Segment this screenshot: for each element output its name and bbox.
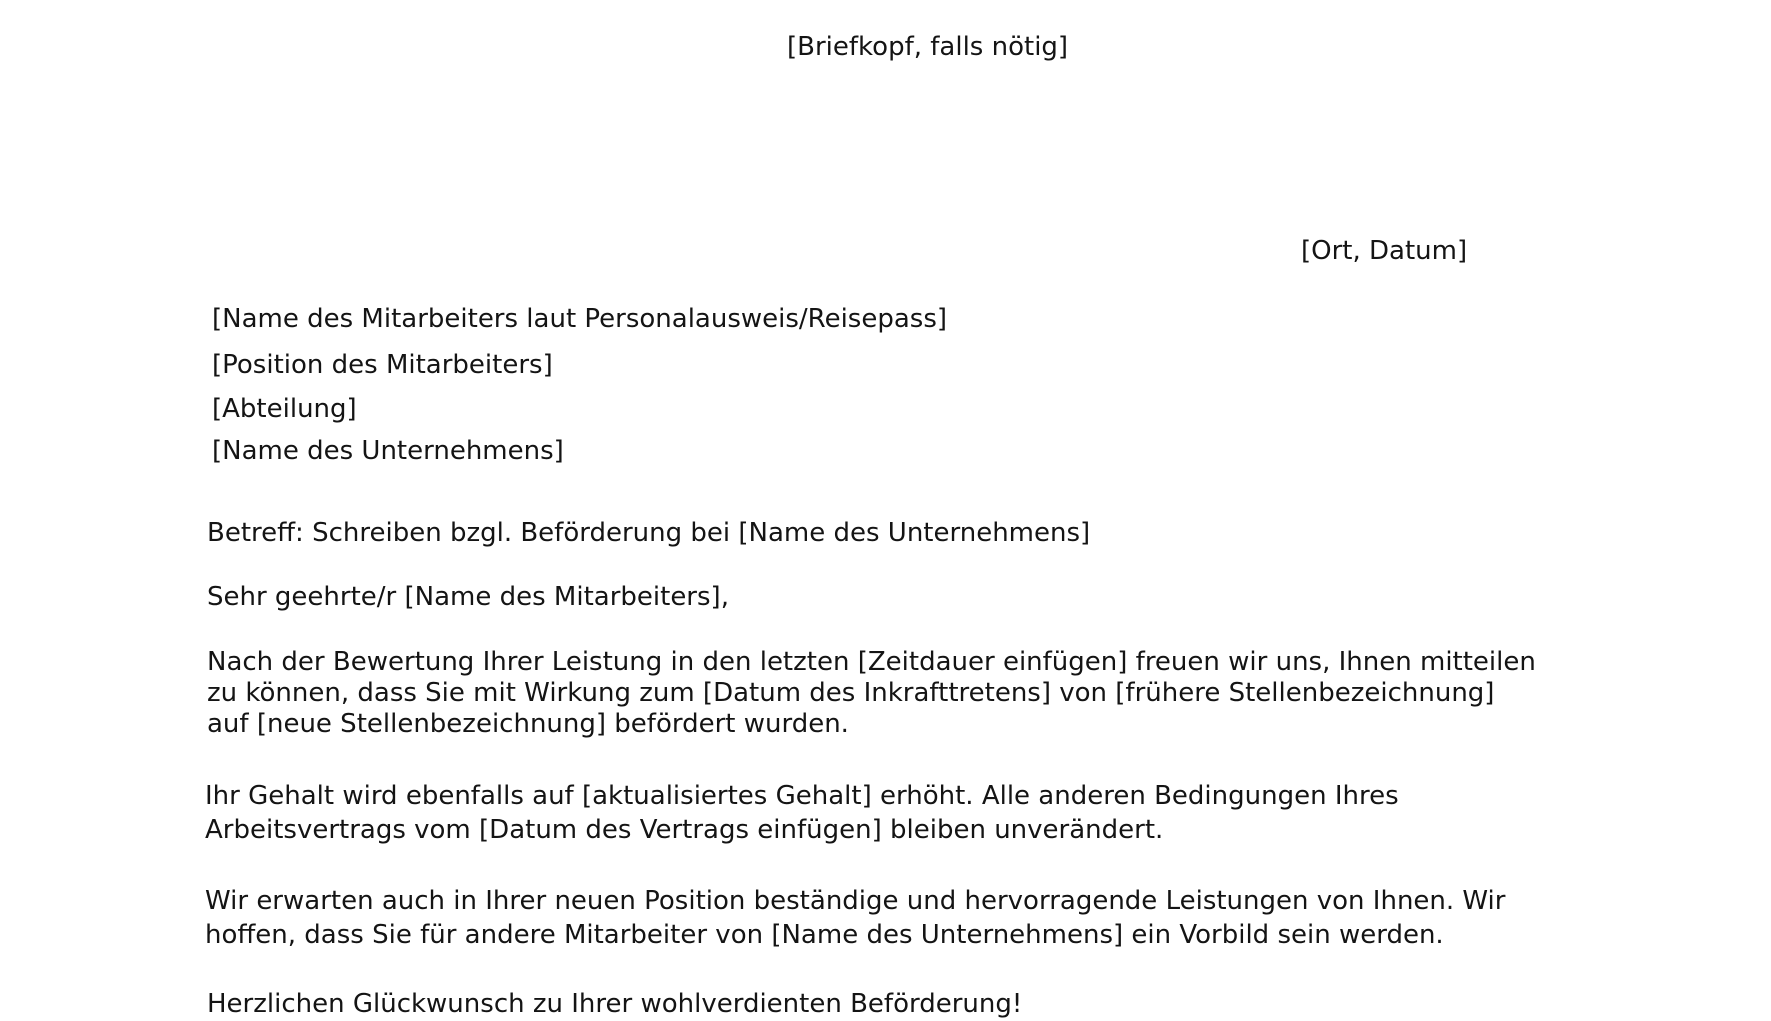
paragraph-line: hoffen, dass Sie für andere Mitarbeiter von [Name des Unternehmens] ein Vorbild sein werden.	[205, 920, 1444, 950]
recipient-company: [Name des Unternehmens]	[212, 436, 564, 466]
paragraph-line: Arbeitsvertrags vom [Datum des Vertrags einfügen] bleiben unverändert.	[205, 815, 1164, 845]
paragraph-line: Ihr Gehalt wird ebenfalls auf [aktualisiertes Gehalt] erhöht. Alle anderen Bedingungen Ihres	[205, 781, 1399, 811]
recipient-name: [Name des Mitarbeiters laut Personalausweis/Reisepass]	[212, 304, 948, 334]
paragraph-line: zu können, dass Sie mit Wirkung zum [Datum des Inkrafttretens] von [frühere Stellenbezeichnung]	[207, 678, 1495, 708]
paragraph-line: Wir erwarten auch in Ihrer neuen Position beständige und hervorragende Leistungen von Ihnen. Wir	[205, 886, 1506, 916]
body-paragraph-expectations	[205, 884, 1505, 952]
recipient-department: [Abteilung]	[212, 394, 357, 424]
letterhead-placeholder: [Briefkopf, falls nötig]	[787, 32, 1069, 62]
place-date: [Ort, Datum]	[1301, 236, 1468, 266]
closing-line: Herzlichen Glückwunsch zu Ihrer wohlverdienten Beförderung!	[207, 989, 1023, 1019]
body-paragraph-promotion	[207, 647, 1536, 740]
recipient-position: [Position des Mitarbeiters]	[212, 350, 553, 380]
body-paragraph-salary	[205, 779, 1399, 847]
subject-line: Betreff: Schreiben bzgl. Beförderung bei [Name des Unternehmens]	[207, 518, 1091, 548]
salutation: Sehr geehrte/r [Name des Mitarbeiters],	[207, 582, 729, 612]
paragraph-line: auf [neue Stellenbezeichnung] befördert wurden.	[207, 709, 849, 739]
paragraph-line: Nach der Bewertung Ihrer Leistung in den letzten [Zeitdauer einfügen] freuen wir uns, Ihnen mitteilen	[207, 647, 1536, 677]
